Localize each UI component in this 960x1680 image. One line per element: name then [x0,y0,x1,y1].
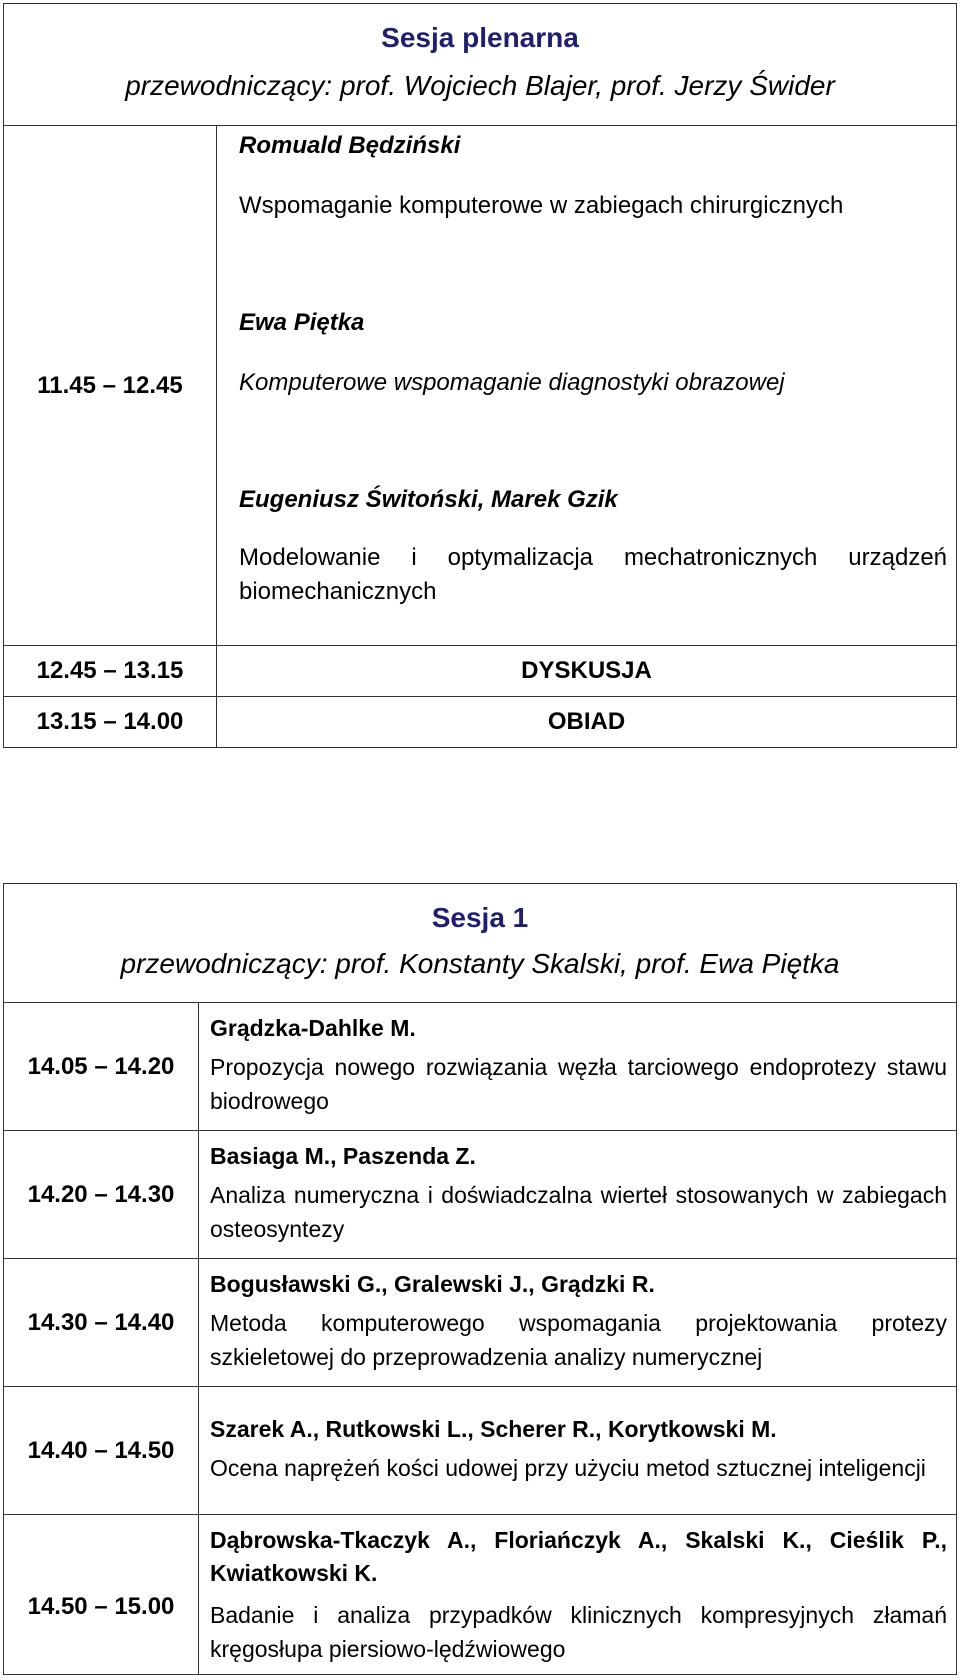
talk-authors: Szarek A., Rutkowski L., Scherer R., Korytkowski M. [210,1416,777,1442]
talk-time: 14.40 – 14.50 [4,1387,199,1515]
talk-title: Ocena naprężeń kości udowej przy użyciu metod sztucznej inteligencji [210,1455,926,1481]
talk-time: 14.20 – 14.30 [4,1131,199,1259]
plenary-chairs: przewodniczący: prof. Wojciech Blajer, prof. Jerzy Świder [125,69,835,101]
table-row [4,1259,957,1387]
plenary-session-table [3,3,957,748]
talk-time: 14.30 – 14.40 [4,1259,199,1387]
table-row [4,1387,957,1515]
table-row [4,1515,957,1675]
talk-authors: Romuald Będziński [239,132,461,159]
plenary-header [4,4,957,126]
session1-chairs: przewodniczący: prof. Konstanty Skalski, prof. Ewa Piętka [120,948,840,979]
talk-authors: Basiaga M., Paszenda Z. [210,1143,476,1169]
talk-time: 14.05 – 14.20 [4,1003,199,1131]
talk-title: Wspomaganie komputerowe w zabiegach chirurgicznych [239,192,844,219]
talk-cell [199,1259,957,1387]
break-label: OBIAD [217,697,957,748]
break-time: 12.45 – 13.15 [4,646,217,697]
plenary-time: 11.45 – 12.45 [4,126,217,646]
plenary-talks [217,126,957,646]
break-time: 13.15 – 14.00 [4,697,217,748]
talk-title: Badanie i analiza przypadków klinicznych kompresyjnych złamań kręgosłupa piersiowo-lędźwiowego [210,1601,947,1662]
talk-title: Modelowanie i optymalizacja mechatronicznych urządzeń biomechanicznych [239,544,948,605]
talk-authors: Dąbrowska-Tkaczyk A., Floriańczyk A., Skalski K., Cieślik P., Kwiatkowski K. [210,1526,947,1586]
talk-authors: Bogusławski G., Gralewski J., Grądzki R. [210,1271,655,1297]
session1-title: Sesja 1 [431,902,529,933]
talk-title: Propozycja nowego rozwiązania węzła tarciowego endoprotezy stawu biodrowego [210,1054,947,1114]
talk-time: 14.50 – 15.00 [4,1515,199,1675]
session1-table [3,883,957,1675]
talk-cell [199,1131,957,1259]
talk-cell [199,1387,957,1515]
talk-title: Komputerowe wspomaganie diagnostyki obrazowej [239,369,785,396]
table-row [4,1131,957,1259]
table-row [4,1003,957,1131]
talk-authors: Eugeniusz Świtoński, Marek Gzik [239,486,618,513]
talk-cell [199,1003,957,1131]
talk-title: Metoda komputerowego wspomagania projektowania protezy szkieletowej do przeprowadzenia analizy numerycznej [210,1310,947,1370]
session1-header [4,884,957,1003]
talk-cell [199,1515,957,1675]
talk-authors: Ewa Piętka [239,309,365,336]
break-label: DYSKUSJA [217,646,957,697]
plenary-title: Sesja plenarna [381,21,579,53]
plenary-talk [239,126,947,306]
plenary-talk [239,486,947,609]
plenary-talk [239,306,947,486]
talk-authors: Grądzka-Dahlke M. [210,1015,416,1041]
talk-title: Analiza numeryczna i doświadczalna wierteł stosowanych w zabiegach osteosyntezy [210,1182,947,1242]
